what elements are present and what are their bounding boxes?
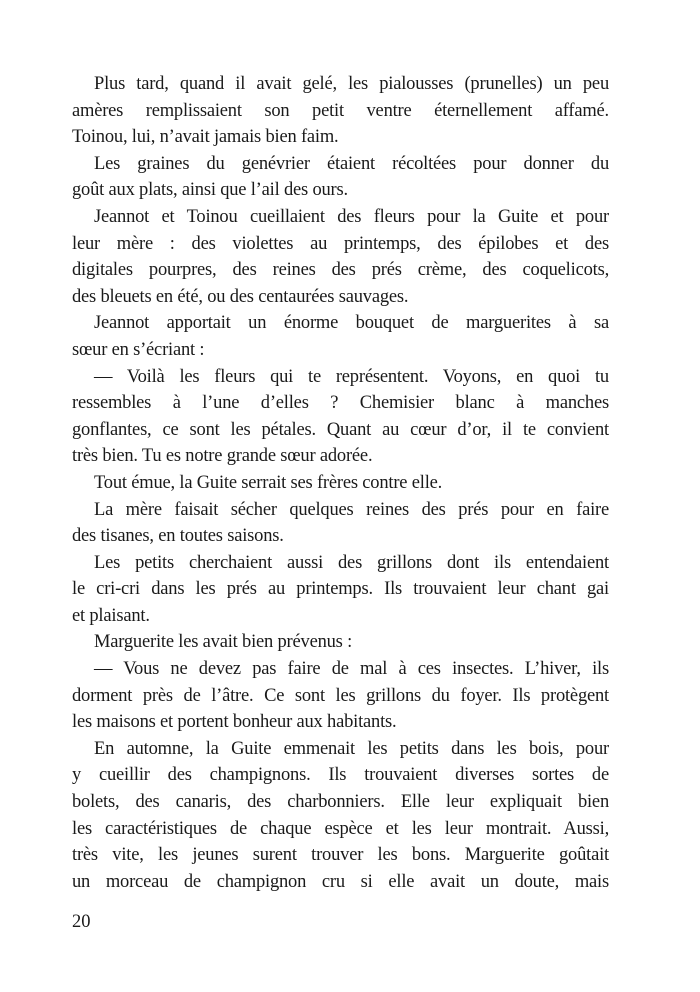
paragraph [72,204,609,310]
paragraph [72,310,609,363]
text-line: les caractéristiques de chaque espèce et les leur montrait. Aussi, [72,818,609,839]
body-text [72,71,609,895]
text-line: et plaisant. [72,605,150,626]
text-line: Les graines du genévrier étaient récoltées pour donner du [94,153,609,174]
page-number: 20 [72,912,91,932]
text-line: gonflantes, ce sont les pétales. Quant au cœur d’or, il te convient [72,419,609,440]
paragraph [72,71,609,151]
text-line: un morceau de champignon cru si elle avait un doute, mais [72,871,609,892]
text-line: Jeannot apportait un énorme bouquet de marguerites à sa [94,313,609,334]
paragraph [72,151,609,204]
text-line: Tout émue, la Guite serrait ses frères contre elle. [94,472,443,493]
text-line: En automne, la Guite emmenait les petits dans les bois, pour [94,738,609,759]
text-line: bolets, des canaris, des charbonniers. Elle leur expliquait bien [72,792,609,813]
text-line: Toinou, lui, n’avait jamais bien faim. [72,127,339,148]
text-line: y cueillir des champignons. Ils trouvaient diverses sortes de [72,765,609,786]
text-line: des tisanes, en toutes saisons. [72,526,284,547]
paragraph [72,470,609,497]
paragraph [72,629,609,656]
paragraph [72,364,609,470]
text-line: La mère faisait sécher quelques reines des prés pour en faire [94,499,609,520]
text-line: digitales pourpres, des reines des prés crème, des coquelicots, [72,260,609,281]
text-line: le cri-cri dans les prés au printemps. Ils trouvaient leur chant gai [72,579,609,600]
text-line: leur mère : des violettes au printemps, des épilobes et des [72,233,609,254]
text-line: goût aux plats, ainsi que l’ail des ours. [72,180,348,201]
text-line: très vite, les jeunes surent trouver les bons. Marguerite goûtait [72,845,609,866]
text-line: Plus tard, quand il avait gelé, les pialousses (prunelles) un peu [94,74,609,94]
text-line: amères remplissaient son petit ventre éternellement affamé. [72,100,609,121]
text-line: ressembles à l’une d’elles ? Chemisier blanc à manches [72,393,609,414]
text-line: les maisons et portent bonheur aux habitants. [72,712,397,733]
text-line: Jeannot et Toinou cueillaient des fleurs pour la Guite et pour [94,206,609,227]
text-line: Les petits cherchaient aussi des grillons dont ils entendaient [94,552,609,573]
paragraph [72,736,609,896]
text-line: — Voilà les fleurs qui te représentent. Voyons, en quoi tu [94,366,609,387]
text-line: sœur en s’écriant : [72,339,205,360]
text-line: dorment près de l’âtre. Ce sont les grillons du foyer. Ils protègent [72,685,609,706]
text-line: — Vous ne devez pas faire de mal à ces insectes. L’hiver, ils [94,659,609,680]
paragraph [72,497,609,550]
text-line: Marguerite les avait bien prévenus : [94,632,353,653]
text-line: des bleuets en été, ou des centaurées sauvages. [72,286,409,307]
text-line: très bien. Tu es notre grande sœur adorée. [72,446,373,467]
paragraph [72,656,609,736]
paragraph [72,550,609,630]
